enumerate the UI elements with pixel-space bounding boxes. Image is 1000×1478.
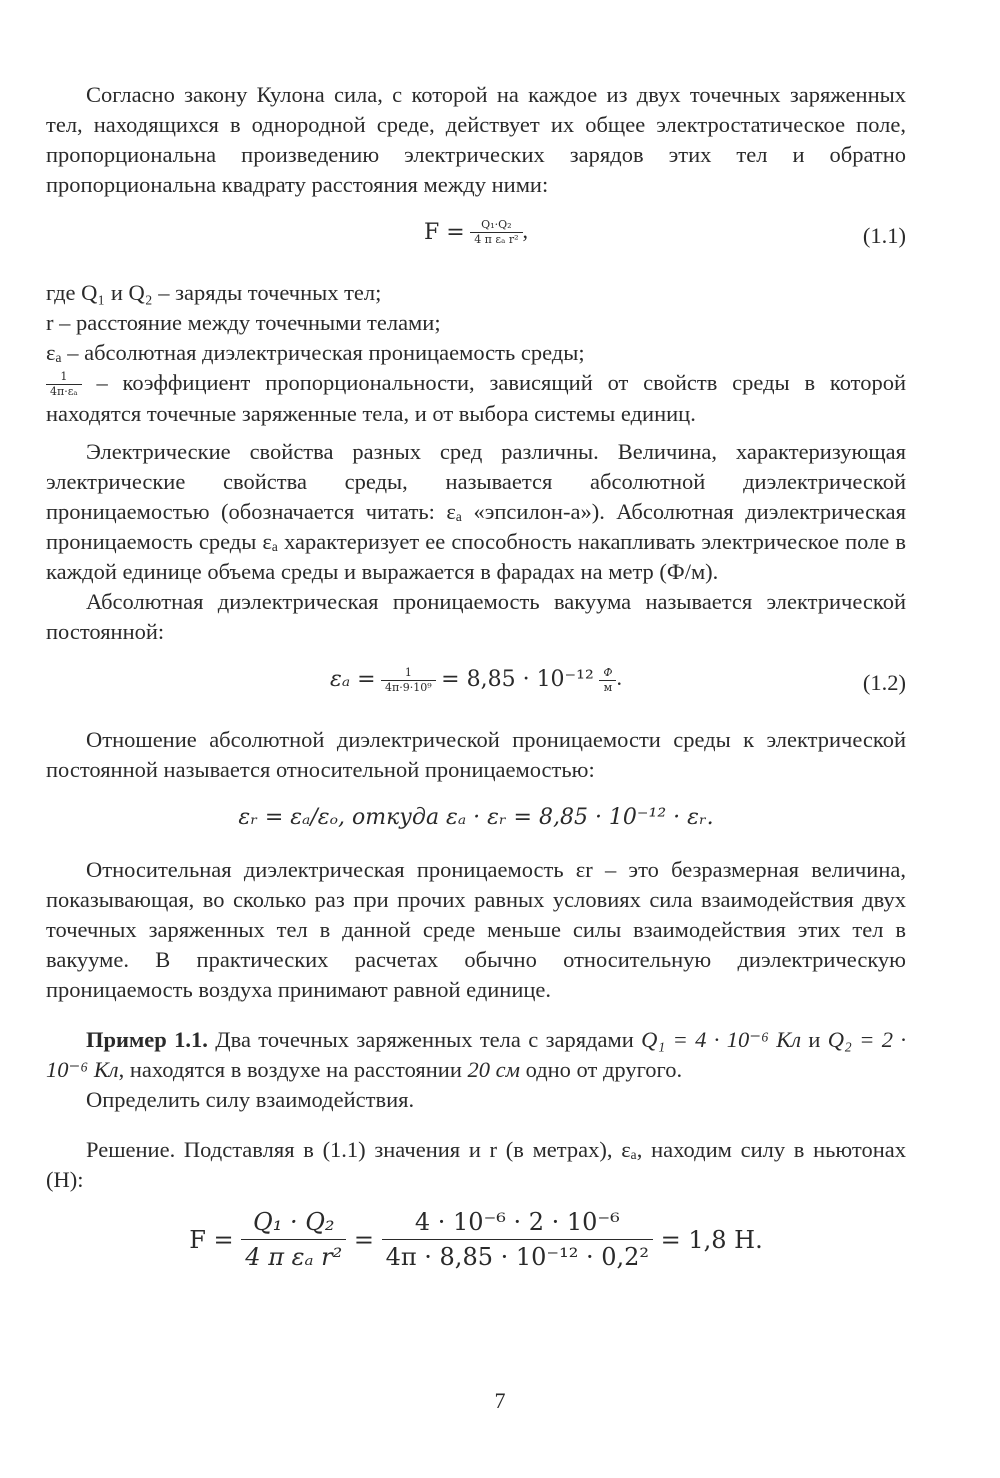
fraction-numerator: Q₁·Q₂ <box>470 218 522 233</box>
formula-lhs: εₐ = <box>330 667 376 693</box>
paragraph-coulomb-law: Согласно закону Кулона сила, с которой на каждое из двух точечных заряженных тел, находящихся в однородной среде, действует их общее электростатическое поле, пропорциональна произведению электрических зарядов этих тел и обратно пропорциональна квадрату расстояния между ними: <box>46 82 906 197</box>
formula-relative <box>46 803 906 833</box>
definition-charges: где Q₁ и Q₂ – заряды точечных тел; <box>46 280 382 305</box>
unit-fraction <box>599 666 616 695</box>
formula-lhs: F = <box>189 1225 234 1254</box>
solution-fraction-symbolic <box>241 1205 346 1274</box>
charge-q1: Q₁ = 4 · 10⁻⁶ Кл <box>641 1027 802 1053</box>
formula-tail: , <box>522 218 529 243</box>
formula-value: = 8,85 · 10⁻¹² <box>441 667 594 693</box>
definition-distance: r – расстояние между точечными телами; <box>46 310 441 335</box>
formula-fraction <box>470 218 522 247</box>
formula-tail: . <box>616 665 622 691</box>
page-number: 7 <box>494 1388 506 1413</box>
definition-permittivity: εₐ – абсолютная диэлектрическая проницаемость среды; <box>46 340 585 365</box>
formula-relative-text: εᵣ = εₐ/εₒ, откуда εₐ · εᵣ = 8,85 · 10⁻¹² · εᵣ. <box>238 805 714 831</box>
fraction-numerator: 1 <box>46 370 82 385</box>
equation-number: (1.2) <box>862 670 906 696</box>
example-label: Пример 1.1. <box>86 1027 208 1053</box>
fraction-denominator: 4 π εₐ r² <box>474 233 519 247</box>
formula-result: = 1,8 Н. <box>660 1225 763 1254</box>
paragraph-vacuum: Абсолютная диэлектрическая проницаемость вакуума называется электрической постоянной: <box>46 589 906 645</box>
example-statement <box>46 1025 906 1085</box>
paragraph-media-properties: Электрические свойства разных сред различны. Величина, характеризующая электрические свойства среды, называется абсолютной диэлектрической проницаемостью (обозначается читать: εₐ «эпсилон-а»). Абсолютная диэлектрическая проницаемость среды εₐ характеризует ее способность накапливать электрическое поле в каждой единице объема среды и выражается в фарадах на метр (Ф/м). <box>46 439 906 585</box>
charge-q2: Q₂ = 2 · 10⁻⁶ Кл <box>46 1027 906 1083</box>
fraction-denominator: 4 π εₐ r² <box>245 1243 343 1272</box>
example-text: Два точечных заряженных тела с зарядами <box>207 1027 642 1053</box>
definition-coefficient <box>46 368 906 429</box>
example-task: Определить силу взаимодействия. <box>86 1087 415 1113</box>
formula-lhs: F = <box>423 219 465 245</box>
fraction-numerator: 4 · 10⁻⁶ · 2 · 10⁻⁶ <box>382 1205 653 1240</box>
formula-1-2 <box>46 663 906 703</box>
fraction-numerator: 1 <box>381 666 436 681</box>
example-text: и <box>801 1027 828 1053</box>
page-body <box>46 80 906 1275</box>
example-text: , находятся в воздухе на расстоянии <box>118 1057 468 1083</box>
distance-value: 20 см <box>467 1057 520 1083</box>
formula-equals: = <box>353 1225 374 1254</box>
paragraph-relative: Отношение абсолютной диэлектрической проницаемости среды к электрической постоянной называется относительной проницаемостью: <box>46 727 906 783</box>
fraction-denominator: 4π · 8,85 · 10⁻¹² · 0,2² <box>385 1243 649 1272</box>
example-text: одно от другого. <box>519 1057 683 1083</box>
paragraph-relative-definition: Относительная диэлектрическая проницаемость εr – это безразмерная величина, показывающая, во сколько раз при прочих равных условиях сила взаимодействия двух точечных заряженных тел в данной среде меньше силы взаимодействия этих тел в вакууме. В практических расчетах обычно относительную диэлектрическую проницаемость воздуха принимают равной единице. <box>46 857 906 1003</box>
formula-1-1 <box>46 216 906 256</box>
equation-number: (1.1) <box>862 223 906 248</box>
fraction-denominator: 4π·εₐ <box>50 385 78 399</box>
fraction-denominator: 4π·9·10⁹ <box>385 680 432 694</box>
fraction-numerator: Q₁ · Q₂ <box>241 1205 346 1240</box>
coefficient-fraction <box>46 370 82 399</box>
unit-numerator: Ф <box>599 666 616 681</box>
unit-denominator: м <box>603 680 613 694</box>
coefficient-text: – коэффициент пропорциональности, зависящий от свойств среды в которой находятся точечные заряженные тела, и от выбора системы единиц. <box>46 370 906 427</box>
formula-fraction <box>381 666 436 695</box>
solution-fraction-numeric <box>382 1205 653 1274</box>
formula-solution <box>46 1205 906 1275</box>
solution-text: Решение. Подставляя в (1.1) значения и r (в метрах), εₐ, находим силу в ньютонах (Н): <box>46 1137 906 1193</box>
